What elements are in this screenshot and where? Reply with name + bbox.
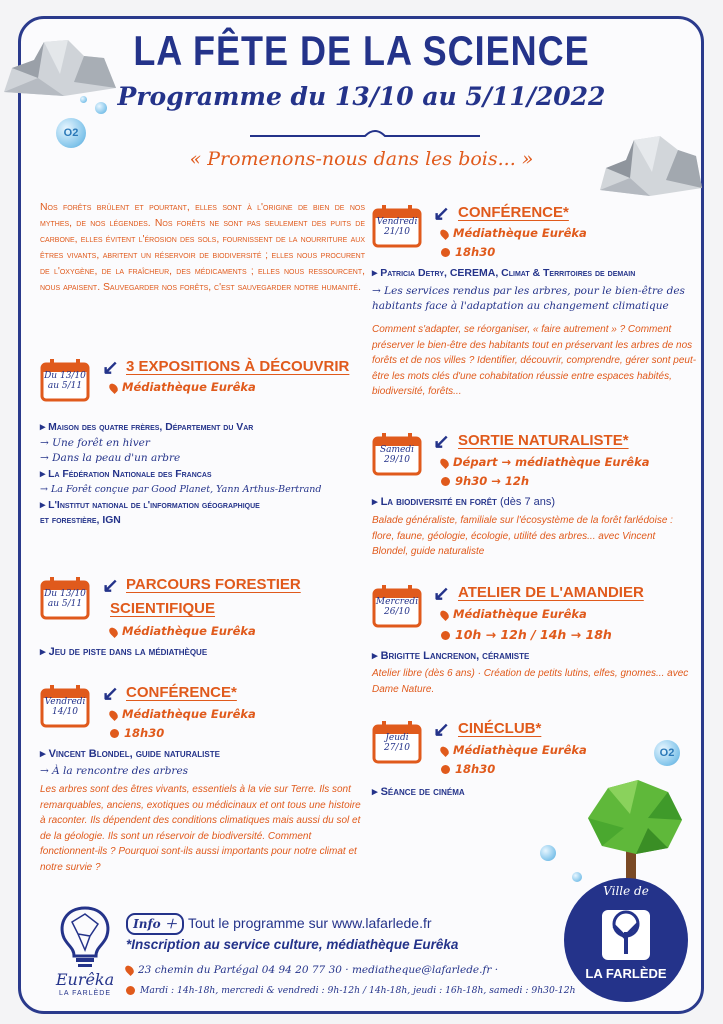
o2-label: O2	[659, 747, 675, 759]
tagline: « Promenons-nous dans les bois... »	[189, 148, 534, 170]
page-subtitle: Programme du 13/10 au 5/11/2022	[117, 82, 606, 111]
eureka-logo-subtext: LA FARLÈDE	[58, 990, 112, 997]
location-pin-icon	[438, 456, 450, 468]
event-place: Médiathèque Eurêka	[110, 707, 256, 721]
arrow-icon: ↙	[102, 575, 119, 597]
intro-paragraph: Nos forêts brûlent et pourtant, elles sont à l'origine de bien de nos mythes, de nos légendes. Nos forêts ne sont pas seulement des puits de carbone, elles évitent l'érosion des sols, fournissent de la nourriture aux êtres vivants, abritent un réservoir de biodiversité ; elles nous procurent de l'oxygène, de la fraîcheur, des médicaments ; elles nous ressourcent, nous apaisent. Sauvegarder nos forêts, c'est sauvegarder notre humanité.	[40, 202, 365, 293]
event-title: SORTIE NATURALISTE*	[458, 432, 629, 449]
event-time: 9h30 → 12h	[441, 474, 529, 488]
event-time: 18h30	[110, 726, 164, 740]
location-pin-icon	[438, 744, 450, 756]
clock-icon	[126, 986, 135, 995]
o2-label: O2	[63, 127, 79, 139]
event-title: CONFÉRENCE*	[126, 684, 237, 701]
event-description: Les arbres sont des êtres vivants, essentiels à la vie sur Terre. Ils sont remarquables, anciens, exotiques ou médicinaux et ont tous une histoire à raconter. Ils dépendent des conditions climatiques mais aussi du sol et de la géologie. Ils sont un réservoir de biodiversité. Comment fonctionnent-ils ? Pourquoi sont-ils aussi importants pour notre climat et notre survie ?	[40, 784, 361, 873]
event-description: Atelier libre (dès 6 ans) · Création de petits lutins, elfes, gnomes... avec Dame Nature.	[372, 668, 689, 695]
clock-icon	[110, 729, 119, 738]
oxygen-bubble-icon	[56, 118, 86, 148]
event-title-line2: SCIENTIFIQUE	[110, 600, 216, 617]
clock-icon	[441, 477, 450, 486]
event-date: Samedi 29/10	[379, 445, 415, 465]
tree-icon	[578, 778, 688, 886]
event-details: ▸ Maison des quatre frères, Département du Var → Une forêt en hiver → Dans la peau d'un arbre ▸ La Fédération Nationale des Francas → La Forêt conçue par Good Planet, Yann Arthus-Bertrand ▸ L'Institut national de l'information géographique et forestière, IGN	[40, 422, 322, 526]
arrow-icon: ↙	[433, 203, 450, 225]
event-date: Du 13/10 au 5/11	[44, 589, 86, 609]
event-title: CONFÉRENCE*	[458, 204, 569, 221]
event-heading: ▸ La biodiversité en forêt (dès 7 ans)	[372, 496, 556, 508]
oxygen-bubble-icon	[654, 740, 680, 766]
calendar-icon	[40, 358, 90, 402]
event-description: Balade généraliste, familiale sur l'écosystème de la forêt farlédoise : flore, faune, géologie, écologie, utilité des arbres... avec Vincent Blondel, guide naturaliste	[372, 515, 673, 557]
event-date: Mercredi 26/10	[375, 597, 419, 617]
calendar-icon	[372, 204, 422, 248]
event-title: 3 EXPOSITIONS À DÉCOUVRIR	[126, 358, 350, 375]
event-heading: ▸ Séance de cinéma	[372, 786, 465, 798]
arrow-icon: ↙	[102, 683, 119, 705]
page-title: LA FÊTE DE LA SCIENCE	[133, 26, 590, 75]
event-description: Comment s'adapter, se réorganiser, « faire autrement » ? Comment préserver le bien-être des habitants tout en préservant les arbres de nos forêts et de nos villes ? Identifier, découvrir, comprendre, gérer sont peut-être les mots clés d'une cohabitation réussie entre espaces habités, biodiversité, forêts...	[372, 324, 697, 397]
event-heading: ▸ Brigitte Lancrenon, céramiste	[372, 650, 530, 662]
title-divider	[250, 122, 480, 142]
program-url[interactable]: Tout le programme sur www.lafarlede.fr	[188, 915, 432, 931]
event-speaker: ▸ Vincent Blondel, guide naturaliste	[40, 748, 220, 760]
arrow-icon: ↙	[102, 357, 119, 379]
event-speaker: ▸ Patricia Detry, CEREMA, Climat & Territoires de demain	[372, 267, 636, 279]
event-place: Médiathèque Eurêka	[110, 380, 256, 394]
event-title: ATELIER DE L'AMANDIER	[458, 584, 644, 601]
location-pin-icon	[107, 381, 119, 393]
event-time: 18h30	[441, 245, 495, 259]
event-topic: → Les services rendus par les arbres, pour le bien-être des habitants face à l'adaptation au changement climatique	[372, 285, 685, 312]
calendar-icon	[40, 576, 90, 620]
location-pin-icon	[107, 708, 119, 720]
info-badge: Info ＋	[126, 913, 184, 935]
opening-hours: Mardi : 14h-18h, mercredi & vendredi : 9h-12h / 14h-18h, jeudi : 16h-18h, samedi : 9h30-12h	[126, 985, 576, 996]
arrow-icon: ↙	[433, 719, 450, 741]
bubble-icon	[540, 845, 556, 861]
location-pin-icon	[107, 625, 119, 637]
event-place: Médiathèque Eurêka	[441, 743, 587, 757]
event-title: CINÉCLUB*	[458, 720, 542, 737]
calendar-icon	[372, 584, 422, 628]
eureka-logo-text: Eurêka	[55, 970, 115, 989]
event-place: Médiathèque Eurêka	[441, 607, 587, 621]
event-place: Médiathèque Eurêka	[441, 226, 587, 240]
clock-icon	[441, 765, 450, 774]
location-pin-icon	[438, 608, 450, 620]
eureka-lightbulb-icon	[50, 902, 120, 972]
clock-icon	[441, 248, 450, 257]
event-time: 18h30	[441, 762, 495, 776]
event-date: Jeudi 27/10	[384, 733, 410, 753]
calendar-icon	[372, 720, 422, 764]
location-pin-icon	[123, 964, 135, 976]
event-place: Départ → médiathèque Eurêka	[441, 455, 650, 469]
event-date: Vendredi 14/10	[44, 697, 86, 717]
inscription-note: *Inscription au service culture, médiathèque Eurêka	[126, 937, 459, 952]
event-title: PARCOURS FORESTIER	[126, 576, 301, 593]
calendar-icon	[40, 684, 90, 728]
clock-icon	[441, 631, 450, 640]
la-farlede-label: LA FARLÈDE	[585, 966, 667, 981]
event-time: 10h → 12h / 14h → 18h	[441, 627, 612, 642]
calendar-icon	[372, 432, 422, 476]
arrow-icon: ↙	[433, 431, 450, 453]
event-date: Vendredi 21/10	[376, 217, 418, 237]
location-pin-icon	[438, 227, 450, 239]
ville-de-label: Ville de	[603, 884, 649, 898]
arrow-icon: ↙	[433, 583, 450, 605]
event-date: Du 13/10 au 5/11	[44, 371, 86, 391]
event-topic: → À la rencontre des arbres	[40, 765, 189, 777]
address-line: 23 chemin du Partégal 04 94 20 77 30 · mediatheque@lafarlede.fr ·	[126, 964, 498, 976]
event-place: Médiathèque Eurêka	[110, 624, 256, 638]
event-activity: ▸ Jeu de piste dans la médiathèque	[40, 646, 208, 658]
